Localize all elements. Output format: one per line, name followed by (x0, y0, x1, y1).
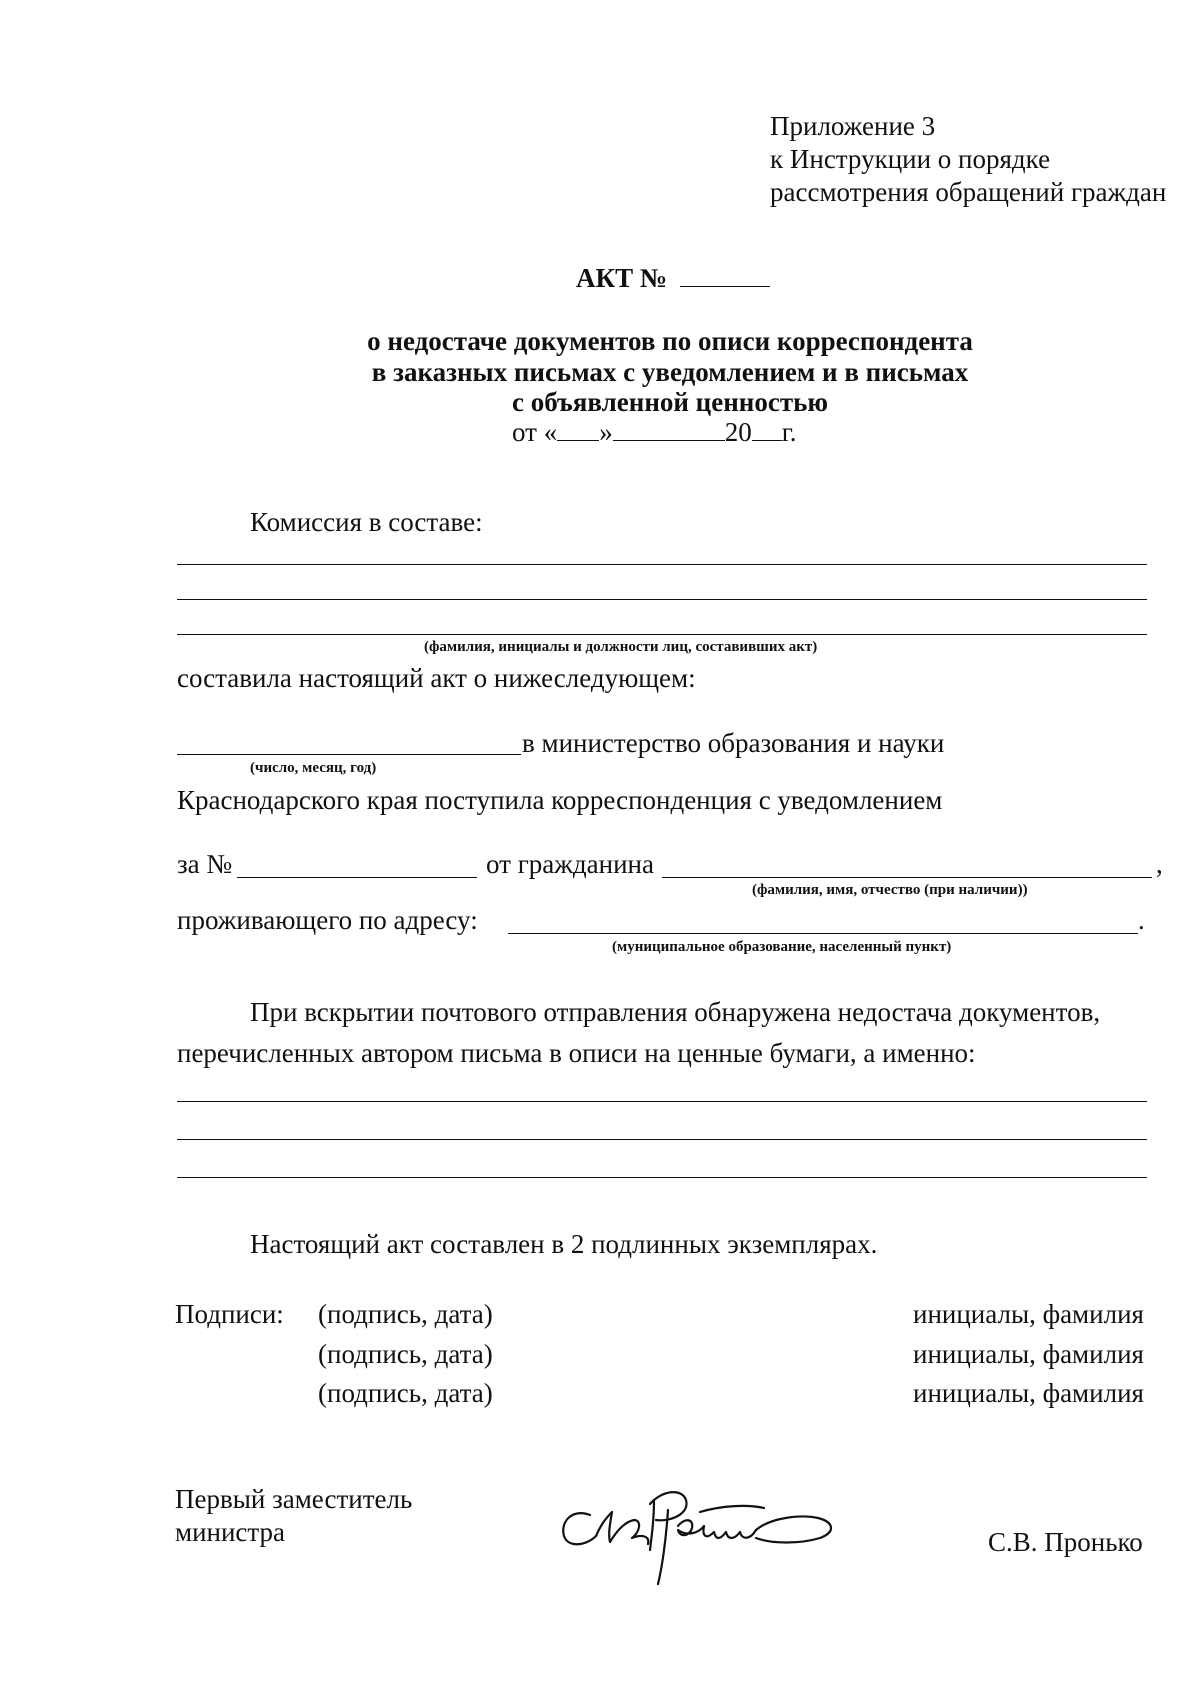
date-quote-close: » (599, 417, 613, 447)
copies-statement: Настоящий акт составлен в 2 подлинных экземплярах. (250, 1229, 878, 1259)
receipt-address-dot: . (1138, 905, 1145, 935)
receipt-address-label: проживающего по адресу: (177, 905, 478, 935)
signature-right-1: инициалы, фамилия (913, 1299, 1144, 1329)
act-subtitle-1: о недостаче документов по описи корреспондента (367, 326, 973, 356)
receipt-citizen-label: от гражданина (486, 849, 654, 879)
commission-line-1 (177, 564, 1147, 565)
footer-position-line-1: Первый заместитель (175, 1484, 413, 1514)
receipt-date-line (177, 754, 521, 755)
commission-line-2 (177, 599, 1147, 600)
receipt-address-line (508, 933, 1138, 934)
signature-left-1: (подпись, дата) (318, 1299, 493, 1329)
commission-composed: составила настоящий акт о нижеследующем: (177, 663, 696, 693)
appendix-line-2: к Инструкции о порядке (770, 144, 1051, 174)
finding-line-1: При вскрытии почтового отправления обнаружена недостача документов, (250, 997, 1101, 1027)
receipt-fio-caption: (фамилия, имя, отчество (при наличии)) (752, 882, 1028, 898)
commission-label: Комиссия в составе: (250, 507, 483, 537)
date-from-label: от « (512, 417, 558, 447)
signature-left-2: (подпись, дата) (318, 1339, 493, 1369)
date-month-blank (613, 440, 725, 441)
finding-blank-line-2 (177, 1139, 1147, 1140)
receipt-number-line (237, 877, 477, 878)
date-year-prefix: 20 (724, 417, 752, 447)
appendix-line-3: рассмотрения обращений граждан (770, 177, 1167, 207)
act-date (512, 416, 796, 448)
commission-line-3 (177, 634, 1147, 635)
receipt-ministry: в министерство образования и науки (522, 728, 945, 758)
handwritten-signature (550, 1460, 890, 1590)
act-subtitle-3: с объявленной ценностью (512, 387, 828, 417)
footer-position-line-2: министра (175, 1517, 286, 1547)
finding-line-2: перечисленных автором письма в описи на ценные бумаги, а именно: (177, 1038, 976, 1068)
act-subtitle-2: в заказных письмах с уведомлением и в письмах (371, 357, 969, 387)
footer-signatory-name: С.В. Пронько (988, 1527, 1143, 1557)
receipt-date-caption: (число, месяц, год) (250, 760, 377, 776)
appendix-line-1: Приложение 3 (770, 111, 936, 141)
receipt-address-caption: (муниципальное образование, населенный пункт) (612, 939, 952, 955)
receipt-number-label: за № (177, 849, 233, 879)
receipt-region: Краснодарского края поступила корреспонденция с уведомлением (177, 785, 943, 815)
signature-right-2: инициалы, фамилия (913, 1339, 1144, 1369)
receipt-citizen-line (662, 877, 1152, 878)
signatures-label: Подписи: (175, 1299, 284, 1329)
receipt-citizen-comma: , (1156, 849, 1163, 879)
act-number-blank (680, 286, 770, 287)
finding-blank-line-3 (177, 1177, 1147, 1178)
signature-left-3: (подпись, дата) (318, 1378, 493, 1408)
finding-blank-line-1 (177, 1101, 1147, 1102)
date-day-blank (557, 440, 599, 441)
act-title (576, 262, 770, 294)
commission-caption: (фамилия, инициалы и должности лиц, составивших акт) (424, 639, 818, 655)
date-year-blank (752, 440, 782, 441)
act-label: АКТ № (576, 263, 667, 293)
date-year-suffix: г. (781, 417, 797, 447)
signature-right-3: инициалы, фамилия (913, 1378, 1144, 1408)
